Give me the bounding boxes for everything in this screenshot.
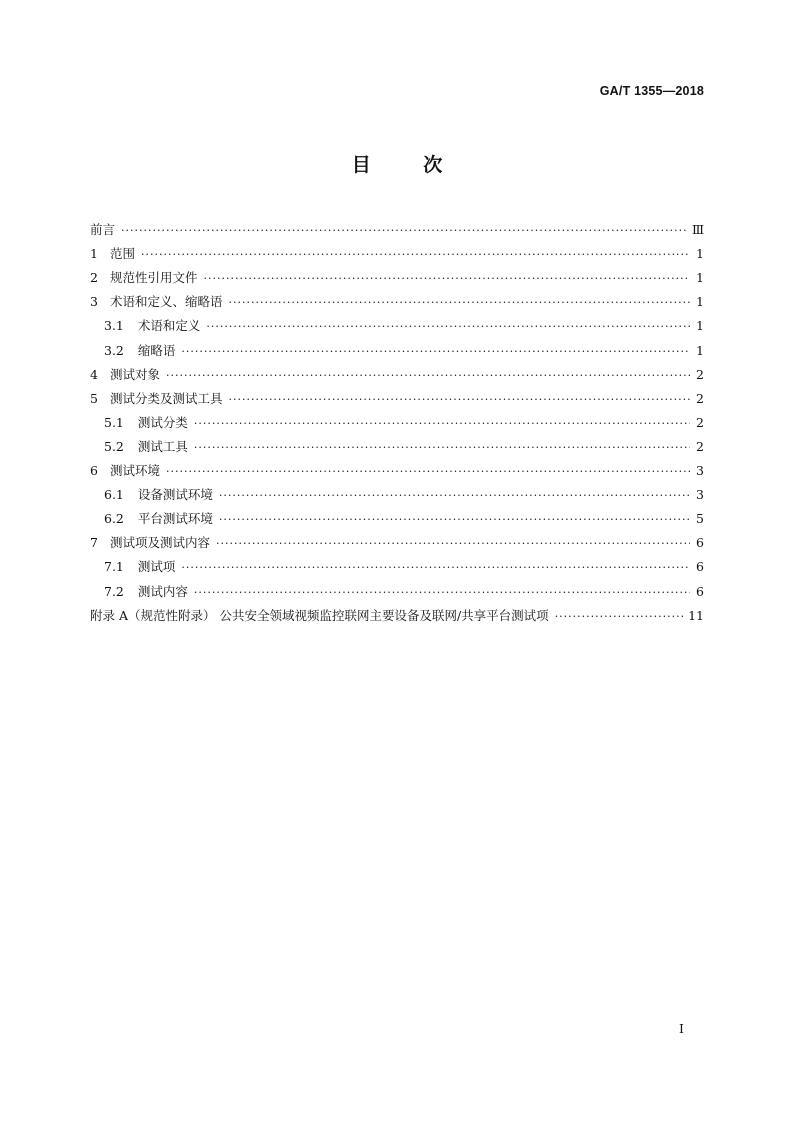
toc-entry-number: 4 — [90, 366, 98, 382]
toc-dot-leader — [181, 345, 690, 359]
toc-entry-page: 6 — [696, 559, 704, 575]
toc-entry-page: 11 — [688, 607, 704, 623]
page-number: I — [679, 1021, 684, 1036]
toc-entry-title: 测试项及测试内容 — [109, 535, 210, 551]
toc-entry-number: 6.1 — [104, 487, 124, 503]
toc-entry-page: Ⅲ — [691, 222, 704, 238]
toc-entry-page: 1 — [696, 342, 704, 358]
toc-entry-title: 前言 — [90, 222, 116, 238]
toc-dot-leader — [219, 513, 690, 527]
toc-entry[interactable] — [90, 214, 704, 238]
toc-entry[interactable] — [90, 310, 704, 334]
toc-entry-number: 3.2 — [104, 342, 124, 358]
table-of-contents — [90, 214, 704, 624]
toc-entry-title: 测试分类 — [137, 414, 188, 430]
toc-dot-leader — [166, 465, 690, 479]
toc-entry-page: 6 — [696, 583, 704, 599]
toc-dot-leader — [181, 561, 690, 575]
toc-entry[interactable] — [90, 600, 704, 624]
toc-dot-leader — [166, 369, 690, 383]
standard-code: GA/T 1355—2018 — [599, 84, 704, 98]
toc-entry-title: 术语和定义 — [137, 318, 201, 334]
toc-entry-page: 1 — [696, 294, 704, 310]
toc-entry-number: 2 — [90, 270, 98, 286]
toc-entry-page: 1 — [696, 246, 704, 262]
toc-entry-number: 6 — [90, 463, 98, 479]
toc-entry-number: 5 — [90, 390, 98, 406]
toc-entry-page: 2 — [696, 366, 704, 382]
toc-entry[interactable] — [90, 334, 704, 358]
toc-entry-page: 2 — [696, 390, 704, 406]
toc-entry-number: 7 — [90, 535, 98, 551]
toc-entry[interactable] — [90, 383, 704, 407]
toc-dot-leader — [555, 610, 684, 624]
toc-entry-number: 7.2 — [104, 583, 124, 599]
toc-entry-title: 设备测试环境 — [137, 487, 213, 503]
toc-entry-page: 2 — [696, 414, 704, 430]
toc-entry-number: 3 — [90, 294, 98, 310]
toc-entry[interactable] — [90, 479, 704, 503]
toc-entry-title: 测试分类及测试工具 — [109, 390, 223, 406]
toc-dot-leader — [121, 224, 688, 238]
toc-entry-title: 术语和定义、缩略语 — [109, 294, 223, 310]
toc-entry-page: 2 — [696, 438, 704, 454]
toc-entry-number: 3.1 — [104, 318, 124, 334]
toc-entry[interactable] — [90, 455, 704, 479]
toc-entry-title: 缩略语 — [137, 342, 176, 358]
toc-dot-leader — [216, 537, 690, 551]
toc-dot-leader — [206, 320, 690, 334]
page-title: 目 次 — [351, 154, 443, 176]
toc-dot-leader — [194, 417, 690, 431]
toc-dot-leader — [203, 272, 690, 286]
toc-entry-number: 5.2 — [104, 438, 124, 454]
toc-entry-title: 平台测试环境 — [137, 511, 213, 527]
toc-entry-title: 测试内容 — [137, 583, 188, 599]
toc-entry[interactable] — [90, 407, 704, 431]
toc-entry-title: 测试工具 — [137, 438, 188, 454]
toc-dot-leader — [219, 489, 690, 503]
toc-entry[interactable] — [90, 359, 704, 383]
toc-dot-leader — [228, 296, 690, 310]
toc-entry-title: 附录 A（规范性附录） 公共安全领域视频监控联网主要设备及联网/共享平台测试项 — [90, 607, 549, 623]
toc-entry-page: 5 — [696, 511, 704, 527]
toc-entry-title: 测试对象 — [109, 366, 160, 382]
toc-entry-page: 6 — [696, 535, 704, 551]
toc-entry[interactable] — [90, 575, 704, 599]
toc-entry-title: 规范性引用文件 — [109, 270, 198, 286]
toc-entry[interactable] — [90, 527, 704, 551]
toc-entry-title: 测试项 — [137, 559, 176, 575]
toc-dot-leader — [194, 441, 690, 455]
toc-entry[interactable] — [90, 262, 704, 286]
toc-entry-title: 测试环境 — [109, 463, 160, 479]
toc-entry[interactable] — [90, 431, 704, 455]
toc-entry-number: 5.1 — [104, 414, 124, 430]
toc-dot-leader — [141, 248, 690, 262]
toc-dot-leader — [194, 586, 690, 600]
toc-entry[interactable] — [90, 503, 704, 527]
toc-entry-title: 范围 — [109, 246, 135, 262]
toc-entry-page: 1 — [696, 318, 704, 334]
toc-entry-number: 7.1 — [104, 559, 124, 575]
toc-entry-page: 3 — [696, 463, 704, 479]
toc-entry-page: 1 — [696, 270, 704, 286]
toc-entry[interactable] — [90, 551, 704, 575]
toc-entry[interactable] — [90, 238, 704, 262]
toc-entry-number: 1 — [90, 246, 98, 262]
toc-dot-leader — [228, 393, 690, 407]
toc-entry-page: 3 — [696, 487, 704, 503]
toc-entry[interactable] — [90, 286, 704, 310]
toc-entry-number: 6.2 — [104, 511, 124, 527]
